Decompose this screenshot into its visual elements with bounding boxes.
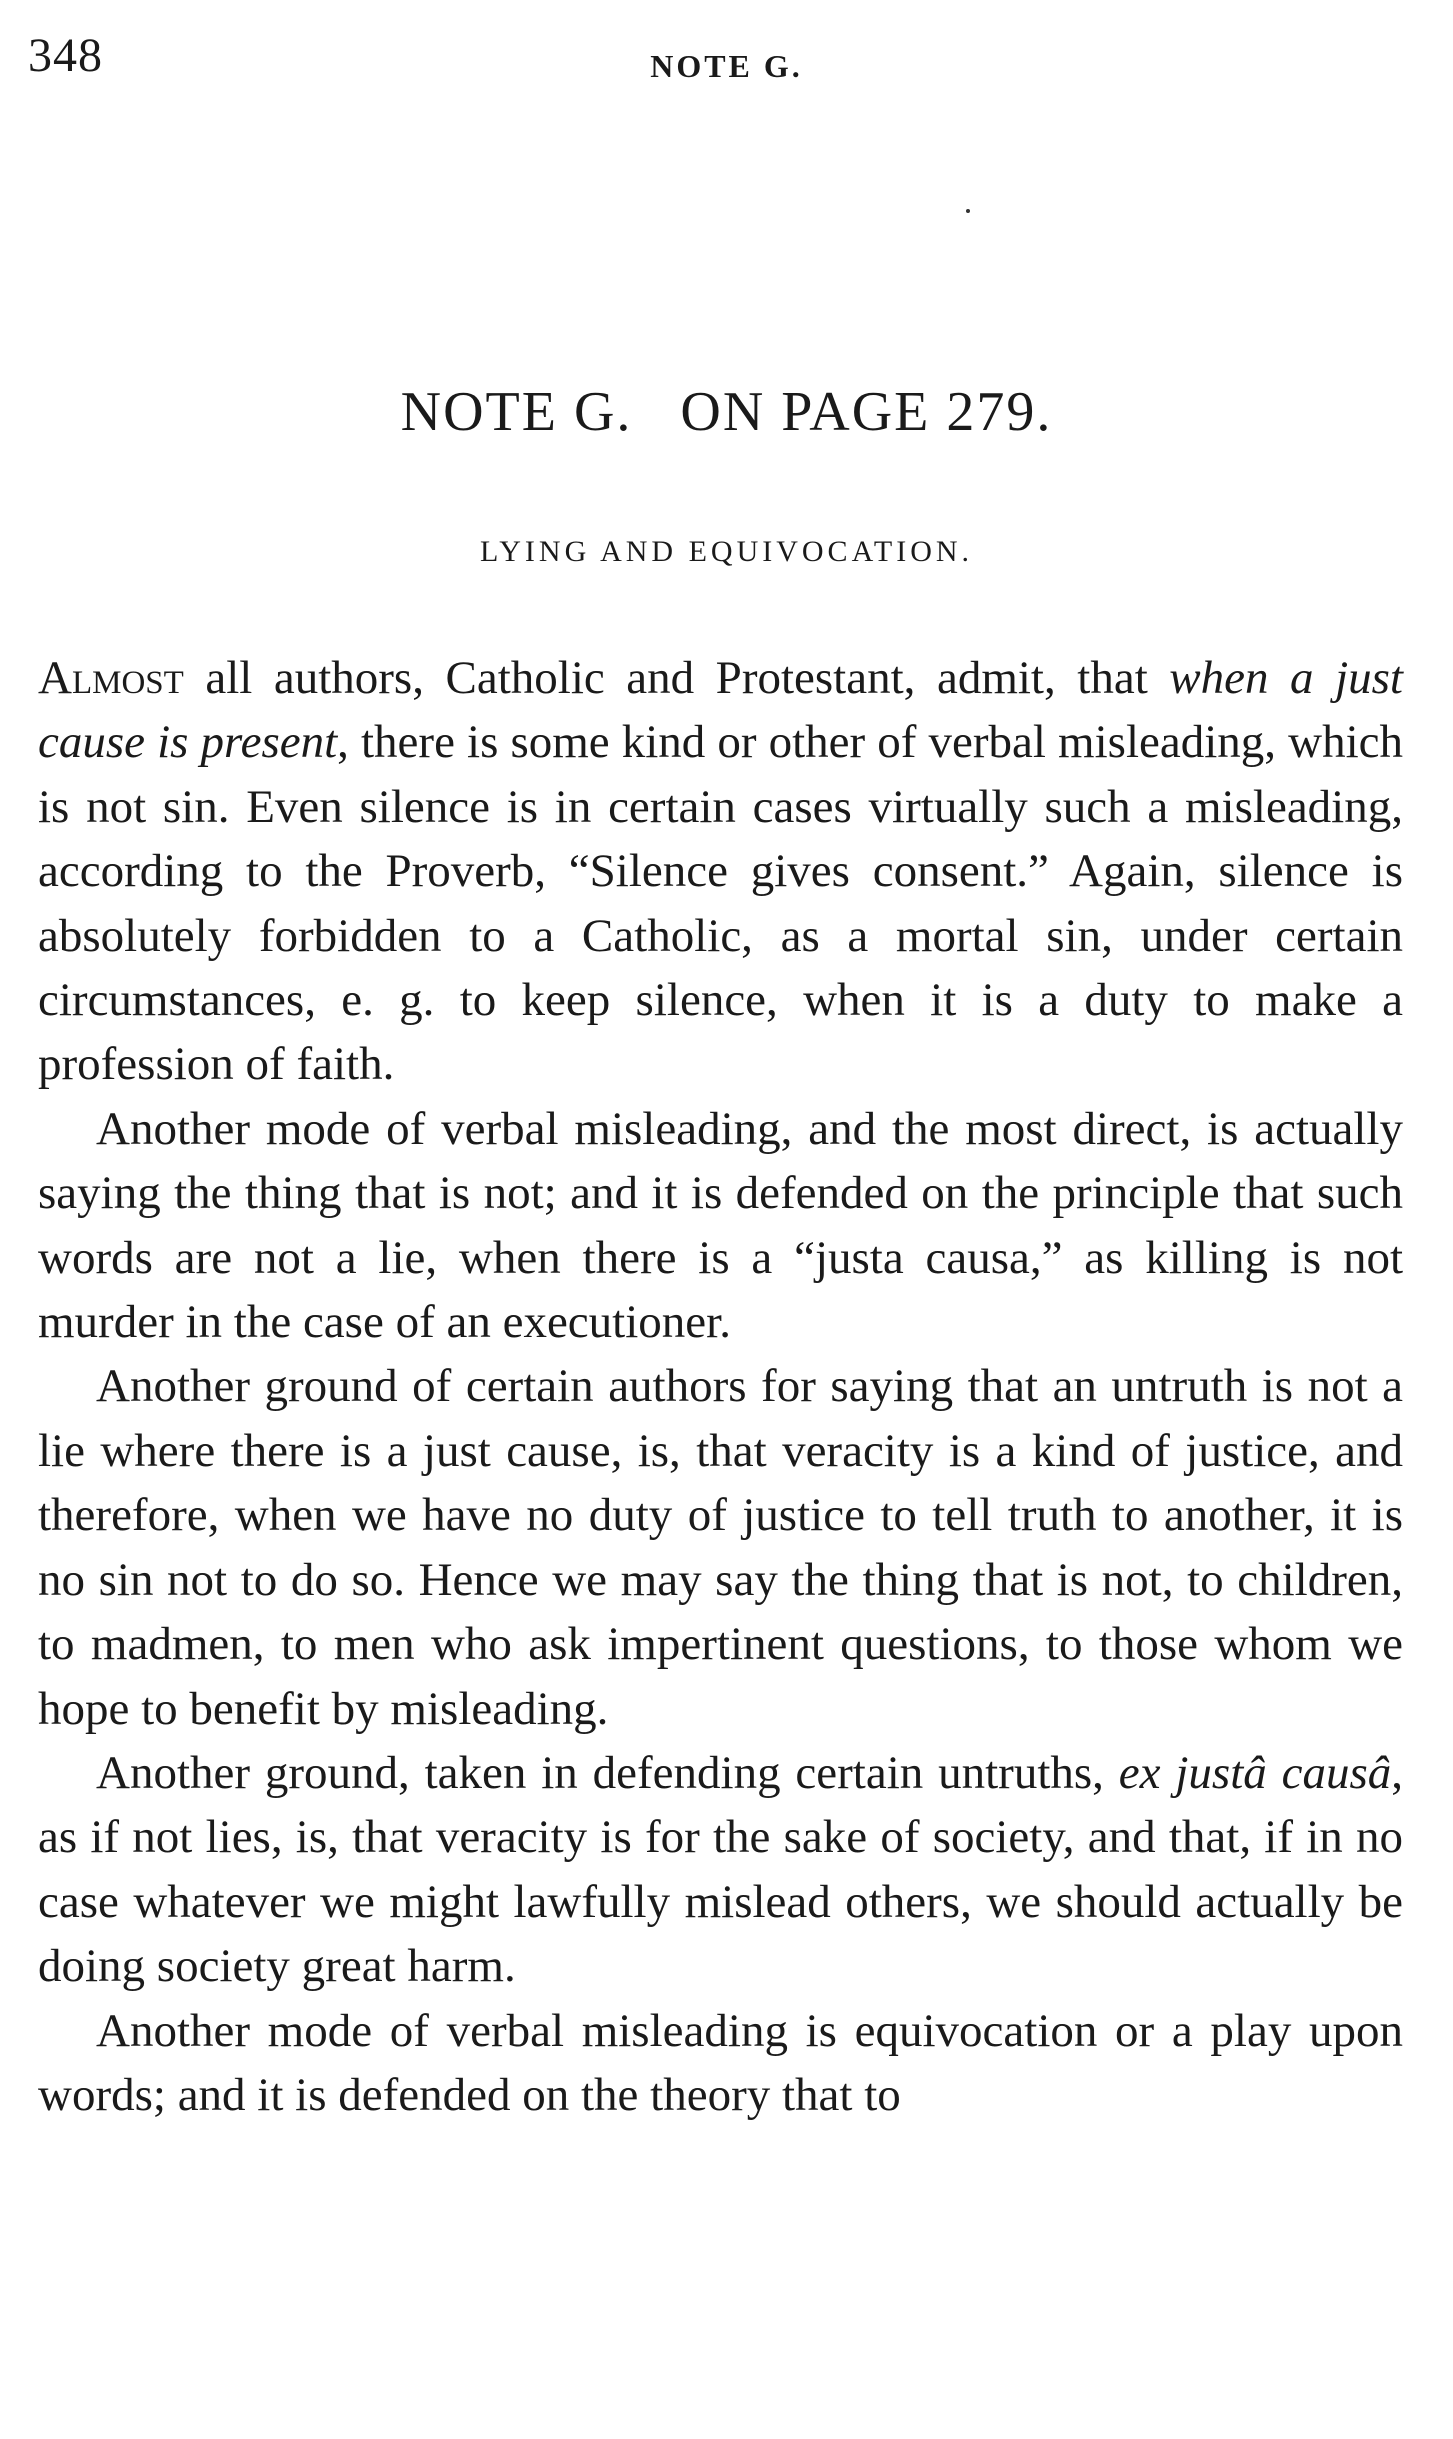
- paragraph-3: Another ground of certain authors for saying that an untruth is not a lie where there is a just cause, is, that veracity is a kind of justice, and therefore, when we have no duty of justice to tell truth to another, it is no sin not to do so. Hence we may say the thing that is not, to children, to madmen, to men who ask impertinent questions, to those whom we hope to benefit by misleading.: [38, 1360, 1403, 1735]
- paragraph-text: all authors, Catholic and Protestant, admit, that: [183, 652, 1170, 704]
- paragraph-italic: ex justâ causâ: [1118, 1746, 1392, 1799]
- paragraph-text: Another ground, taken in defending certain untruths,: [96, 1746, 1119, 1799]
- paragraph-2: Another mode of verbal misleading, and the most direct, is actually saying the thing that is not; and it is defended on the principle that such words are not a lie, when there is a “justa causa,” as killing is not murder in the case of an executioner.: [38, 1102, 1403, 1349]
- paragraph-text: , as if not lies, is, that veracity is for the sake of society, and that, if in no case whatever we might lawfully mislead others, we should actually be doing society great harm.: [38, 1746, 1404, 1993]
- paragraph-lead-word: Almost: [38, 652, 184, 704]
- paragraph-text: , there is some kind or other of verbal misleading, which is not sin. Even silence is in certain cases virtually such a misleading, according to the Proverb, “Silence gives consent.” Again, silence is absolutely forbidden to a Catholic, as a mortal sin, under certain circumstances, e. g. to keep silence, when it is a duty to make a profession of faith.: [38, 716, 1403, 1091]
- note-subtitle: LYING AND EQUIVOCATION.: [479, 535, 974, 568]
- paragraph-italic: when a just cause is present: [38, 652, 1403, 769]
- body-text: [38, 646, 1403, 2127]
- note-title: NOTE G. ON PAGE 279.: [400, 381, 1053, 443]
- page-number: 348: [28, 29, 103, 82]
- paragraph-1: [38, 646, 1403, 1097]
- paragraph-4: [38, 1741, 1403, 1999]
- paragraph-5: Another mode of verbal misleading is equivocation or a play upon words; and it is defended on the theory that to: [38, 2004, 1403, 2121]
- print-speck: [966, 209, 970, 213]
- running-head: NOTE G.: [650, 48, 803, 84]
